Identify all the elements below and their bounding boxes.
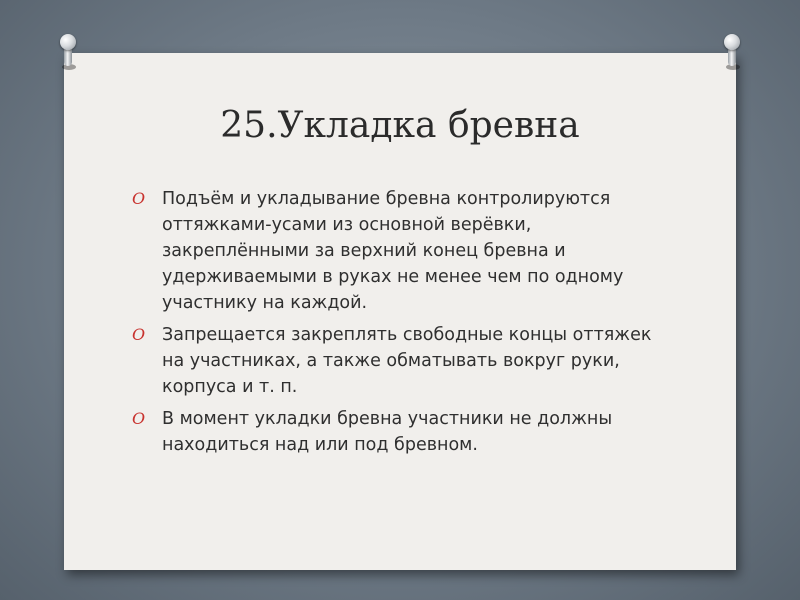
bullet-text: Запрещается закреплять свободные концы оттяжек на участниках, а также обматывать вокруг руки, корпуса и т. п.: [162, 325, 652, 397]
bullet-marker-icon: O: [132, 409, 146, 428]
pushpin-right-icon: [722, 34, 742, 72]
bullet-marker-icon: O: [132, 325, 146, 344]
slide-title: 25.Укладка бревна: [220, 105, 580, 146]
bullet-item: [132, 322, 672, 400]
bullet-marker-icon: O: [132, 189, 146, 208]
bullet-list: [132, 186, 672, 464]
bullet-text: Подъём и укладывание бревна контролируются оттяжками-усами из основной верёвки, закреплёнными за верхний конец бревна и удерживаемыми в руках не менее чем по одному участнику на каждой.: [162, 189, 624, 313]
pushpin-left-icon: [58, 34, 78, 72]
bullet-text: В момент укладки бревна участники не должны находиться над или под бревном.: [162, 409, 613, 455]
bullet-item: [132, 186, 672, 316]
bullet-item: [132, 406, 672, 458]
